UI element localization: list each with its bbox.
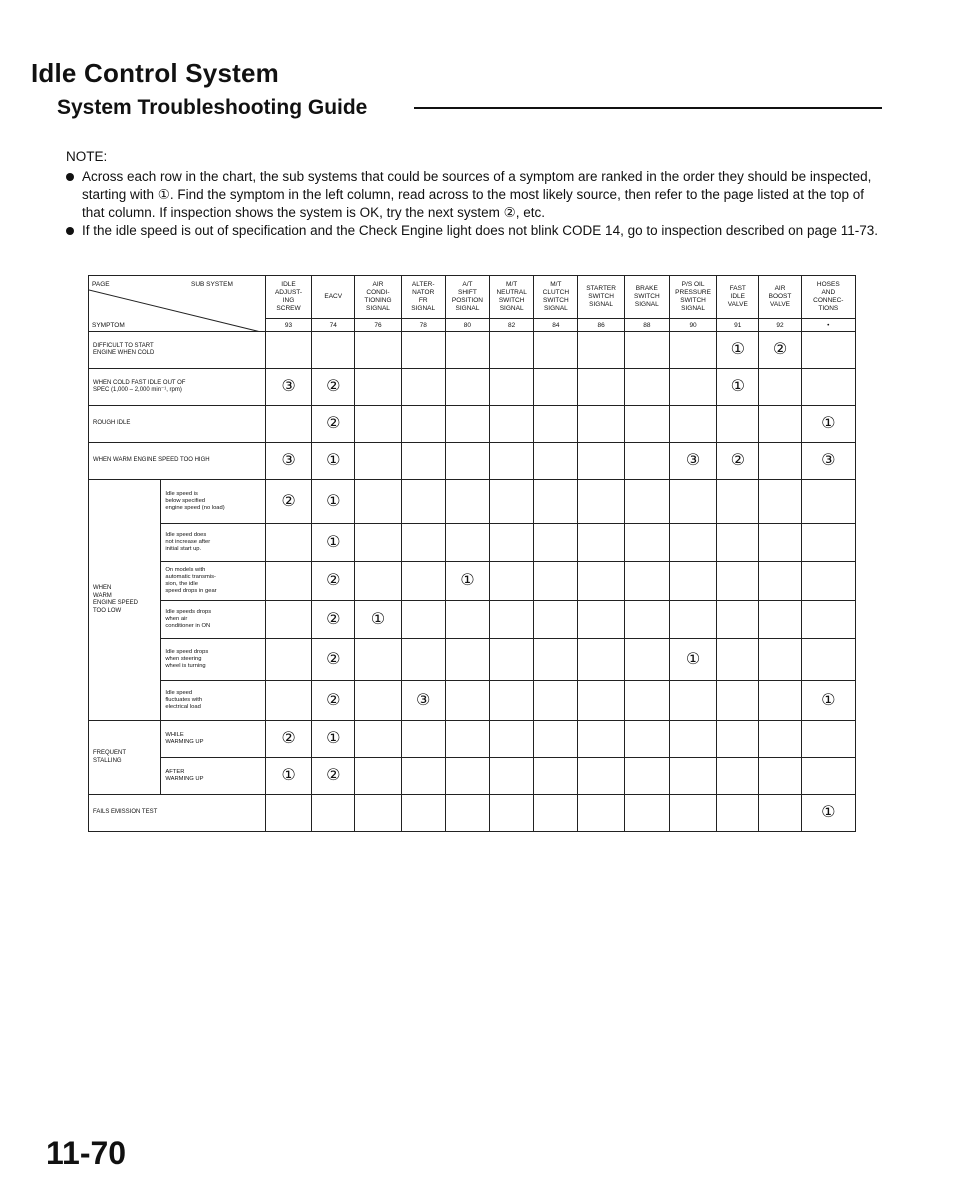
rank-cell [717, 758, 759, 795]
rank-cell [265, 601, 311, 639]
rank-cell [401, 639, 445, 681]
symptom-group: WHEN WARM ENGINE SPEED TOO LOW [89, 480, 161, 721]
rank-cell [801, 601, 855, 639]
rank-cell [534, 758, 578, 795]
column-header-row [89, 276, 856, 319]
rank-cell [490, 721, 534, 758]
rank-cell [759, 681, 801, 721]
rank-cell: ③ [265, 443, 311, 480]
rank-cell [445, 681, 489, 721]
sub-symptom-cell: Idle speed fluctuates with electrical load [161, 681, 266, 721]
rank-cell [445, 406, 489, 443]
note-heading: NOTE: [66, 149, 108, 164]
rank-cell [445, 524, 489, 562]
rank-cell: ② [312, 758, 355, 795]
rank-cell [801, 721, 855, 758]
subsystem-header: BRAKE SWITCH SIGNAL [624, 276, 669, 319]
rank-cell [624, 332, 669, 369]
rank-cell [624, 524, 669, 562]
rank-cell [669, 332, 716, 369]
subsystem-header: A/T SHIFT POSITION SIGNAL [445, 276, 489, 319]
rank-cell [759, 639, 801, 681]
rank-cell [265, 795, 311, 832]
rank-cell [401, 332, 445, 369]
rank-cell [759, 480, 801, 524]
title-rule [414, 107, 882, 109]
rank-cell: ③ [265, 369, 311, 406]
rank-cell [759, 443, 801, 480]
rank-cell: ① [312, 480, 355, 524]
subsystem-header: HOSES AND CONNEC- TIONS [801, 276, 855, 319]
table-row [89, 369, 856, 406]
rank-cell [534, 562, 578, 601]
rank-cell [445, 795, 489, 832]
subsystem-header: M/T NEUTRAL SWITCH SIGNAL [490, 276, 534, 319]
rank-cell [355, 480, 401, 524]
rank-cell: ② [312, 639, 355, 681]
rank-cell [401, 443, 445, 480]
note-text: If the idle speed is out of specification and the Check Engine light does not blink CODE 14, go to inspection described on page 11-73. [82, 223, 879, 238]
rank-cell [355, 721, 401, 758]
rank-cell [490, 480, 534, 524]
rank-cell [534, 524, 578, 562]
rank-cell [401, 721, 445, 758]
rank-cell [534, 681, 578, 721]
rank-cell [624, 601, 669, 639]
rank-cell [624, 406, 669, 443]
rank-cell [265, 681, 311, 721]
rank-cell: ② [312, 369, 355, 406]
rank-cell [401, 524, 445, 562]
rank-cell [624, 721, 669, 758]
rank-cell [490, 562, 534, 601]
symptom-cell: DIFFICULT TO START ENGINE WHEN COLD [89, 332, 266, 369]
rank-cell [624, 443, 669, 480]
symptom-cell: FAILS EMISSION TEST [89, 795, 266, 832]
subsystem-header: P/S OIL PRESSURE SWITCH SIGNAL [669, 276, 716, 319]
sub-symptom-cell: Idle speed does not increase after initial start up. [161, 524, 266, 562]
table-row [89, 639, 856, 681]
rank-cell: ① [669, 639, 716, 681]
rank-cell [669, 524, 716, 562]
rank-cell: ③ [801, 443, 855, 480]
rank-cell: ② [759, 332, 801, 369]
table-row [89, 480, 856, 524]
subsystem-page: 76 [355, 319, 401, 332]
rank-cell [445, 721, 489, 758]
rank-cell [534, 332, 578, 369]
rank-cell [624, 639, 669, 681]
rank-cell [669, 758, 716, 795]
table-row [89, 681, 856, 721]
subsystem-header: EACV [312, 276, 355, 319]
rank-cell: ② [265, 721, 311, 758]
rank-cell [265, 406, 311, 443]
rank-cell: ① [312, 524, 355, 562]
subsystem-header: M/T CLUTCH SWITCH SIGNAL [534, 276, 578, 319]
symptom-cell: WHEN WARM ENGINE SPEED TOO HIGH [89, 443, 266, 480]
symptom-group: FREQUENT STALLING [89, 721, 161, 795]
rank-cell [401, 480, 445, 524]
rank-cell [578, 332, 624, 369]
rank-cell: ① [801, 681, 855, 721]
rank-cell [578, 524, 624, 562]
rank-cell [578, 480, 624, 524]
rank-cell [759, 601, 801, 639]
rank-cell [312, 332, 355, 369]
rank-cell [578, 443, 624, 480]
rank-cell [578, 406, 624, 443]
rank-cell: ② [312, 601, 355, 639]
rank-cell [265, 639, 311, 681]
rank-cell [401, 601, 445, 639]
rank-cell [265, 562, 311, 601]
rank-cell [490, 369, 534, 406]
rank-cell [759, 562, 801, 601]
rank-cell [624, 758, 669, 795]
subsystem-page: 80 [445, 319, 489, 332]
subsystem-page: 86 [578, 319, 624, 332]
bullet-icon [66, 227, 74, 235]
rank-cell [445, 332, 489, 369]
rank-cell [759, 795, 801, 832]
rank-cell: ① [445, 562, 489, 601]
rank-cell [445, 639, 489, 681]
rank-cell [578, 681, 624, 721]
rank-cell [355, 681, 401, 721]
subsystem-page: 84 [534, 319, 578, 332]
rank-cell: ② [265, 480, 311, 524]
rank-cell [578, 639, 624, 681]
subsystem-header: AIR BOOST VALVE [759, 276, 801, 319]
note-text: Across each row in the chart, the sub systems that could be sources of a symptom are ranked in the order they should be inspected, starting with ①. Find the symptom in the left column, read across to the most likely source, then refer to the page listed at the top of that column. If inspection shows the system is OK, try the next system ②, etc. [82, 169, 872, 220]
rank-cell: ② [312, 681, 355, 721]
rank-cell: ① [355, 601, 401, 639]
rank-cell [445, 758, 489, 795]
table-row [89, 406, 856, 443]
rank-cell [355, 332, 401, 369]
rank-cell [759, 758, 801, 795]
rank-cell [445, 480, 489, 524]
subsystem-header: FAST IDLE VALVE [717, 276, 759, 319]
section-subtitle: System Troubleshooting Guide [57, 96, 368, 119]
subsystem-page: 92 [759, 319, 801, 332]
note-item [66, 222, 886, 240]
rank-cell [490, 758, 534, 795]
rank-cell [312, 795, 355, 832]
rank-cell [717, 406, 759, 443]
rank-cell [801, 562, 855, 601]
rank-cell: ① [265, 758, 311, 795]
symptom-cell: WHEN COLD FAST IDLE OUT OF SPEC (1,000 – 2,000 min⁻¹, rpm) [89, 369, 266, 406]
rank-cell: ① [312, 443, 355, 480]
troubleshooting-table [88, 275, 856, 832]
rank-cell [669, 480, 716, 524]
rank-cell: ③ [669, 443, 716, 480]
rank-cell [355, 443, 401, 480]
table-row [89, 332, 856, 369]
rank-cell [801, 639, 855, 681]
subsystem-header: STARTER SWITCH SIGNAL [578, 276, 624, 319]
rank-cell [669, 795, 716, 832]
rank-cell: ② [312, 406, 355, 443]
rank-cell [490, 332, 534, 369]
subsystem-header: AIR CONDI- TIONING SIGNAL [355, 276, 401, 319]
table-row [89, 601, 856, 639]
rank-cell [578, 721, 624, 758]
sub-symptom-cell: WHILE WARMING UP [161, 721, 266, 758]
rank-cell [401, 795, 445, 832]
rank-cell [624, 562, 669, 601]
rank-cell [801, 332, 855, 369]
rank-cell [759, 721, 801, 758]
rank-cell [669, 369, 716, 406]
rank-cell [401, 562, 445, 601]
subsystem-page: • [801, 319, 855, 332]
rank-cell [759, 406, 801, 443]
rank-cell [717, 480, 759, 524]
table-row [89, 524, 856, 562]
rank-cell [669, 681, 716, 721]
rank-cell [445, 601, 489, 639]
rank-cell [669, 721, 716, 758]
rank-cell [355, 406, 401, 443]
rank-cell: ① [801, 406, 855, 443]
table-row [89, 721, 856, 758]
sub-symptom-cell: AFTER WARMING UP [161, 758, 266, 795]
sub-symptom-cell: Idle speed drops when steering wheel is turning [161, 639, 266, 681]
table-row [89, 758, 856, 795]
rank-cell [355, 524, 401, 562]
subsystem-label: SUB SYSTEM [191, 281, 233, 288]
rank-cell [534, 795, 578, 832]
page-title: Idle Control System [31, 58, 279, 88]
rank-cell [265, 524, 311, 562]
rank-cell [801, 524, 855, 562]
rank-cell [401, 758, 445, 795]
table-row [89, 443, 856, 480]
rank-cell [355, 758, 401, 795]
rank-cell [717, 795, 759, 832]
rank-cell [490, 639, 534, 681]
rank-cell [624, 369, 669, 406]
rank-cell [578, 601, 624, 639]
corner-cell [89, 276, 266, 332]
rank-cell: ② [312, 562, 355, 601]
rank-cell [401, 406, 445, 443]
table-row [89, 795, 856, 832]
rank-cell [534, 601, 578, 639]
rank-cell [801, 480, 855, 524]
subsystem-page: 88 [624, 319, 669, 332]
rank-cell [624, 480, 669, 524]
sub-symptom-cell: Idle speed is below specified engine speed (no load) [161, 480, 266, 524]
rank-cell: ③ [401, 681, 445, 721]
rank-cell: ① [717, 332, 759, 369]
rank-cell [669, 601, 716, 639]
rank-cell [490, 443, 534, 480]
rank-cell [534, 406, 578, 443]
rank-cell [355, 369, 401, 406]
subsystem-page: 90 [669, 319, 716, 332]
note-item [66, 168, 886, 222]
rank-cell [624, 681, 669, 721]
sub-symptom-cell: On models with automatic transmis- sion, the idle speed drops in gear [161, 562, 266, 601]
note-block [66, 148, 886, 240]
rank-cell [801, 758, 855, 795]
subsystem-page: 82 [490, 319, 534, 332]
rank-cell [265, 332, 311, 369]
rank-cell [669, 406, 716, 443]
rank-cell [490, 406, 534, 443]
rank-cell [717, 681, 759, 721]
rank-cell [534, 443, 578, 480]
rank-cell [534, 721, 578, 758]
sub-symptom-cell: Idle speeds drops when air conditioner in ON [161, 601, 266, 639]
rank-cell [355, 639, 401, 681]
rank-cell [445, 369, 489, 406]
subsystem-header: IDLE ADJUST- ING SCREW [265, 276, 311, 319]
subsystem-page: 93 [265, 319, 311, 332]
rank-cell [355, 562, 401, 601]
rank-cell [401, 369, 445, 406]
rank-cell [445, 443, 489, 480]
bullet-icon [66, 173, 74, 181]
rank-cell [534, 369, 578, 406]
subsystem-header: ALTER- NATOR FR SIGNAL [401, 276, 445, 319]
rank-cell [534, 480, 578, 524]
rank-cell [578, 795, 624, 832]
page-number: 11-70 [46, 1135, 127, 1171]
rank-cell [669, 562, 716, 601]
rank-cell [759, 524, 801, 562]
rank-cell [801, 369, 855, 406]
symptom-cell: ROUGH IDLE [89, 406, 266, 443]
rank-cell [534, 639, 578, 681]
rank-cell [578, 758, 624, 795]
rank-cell [717, 639, 759, 681]
rank-cell [490, 795, 534, 832]
rank-cell [490, 601, 534, 639]
subsystem-page: 74 [312, 319, 355, 332]
rank-cell: ① [717, 369, 759, 406]
rank-cell: ① [801, 795, 855, 832]
symptom-label: SYMPTOM [92, 322, 125, 329]
rank-cell [717, 721, 759, 758]
rank-cell [578, 562, 624, 601]
subsystem-page: 78 [401, 319, 445, 332]
rank-cell [759, 369, 801, 406]
rank-cell [490, 681, 534, 721]
page-label: PAGE [92, 281, 110, 288]
rank-cell [355, 795, 401, 832]
rank-cell [490, 524, 534, 562]
rank-cell: ① [312, 721, 355, 758]
rank-cell [717, 601, 759, 639]
rank-cell [624, 795, 669, 832]
subsystem-page: 91 [717, 319, 759, 332]
rank-cell [578, 369, 624, 406]
table-row [89, 562, 856, 601]
rank-cell [717, 524, 759, 562]
rank-cell [717, 562, 759, 601]
rank-cell: ② [717, 443, 759, 480]
